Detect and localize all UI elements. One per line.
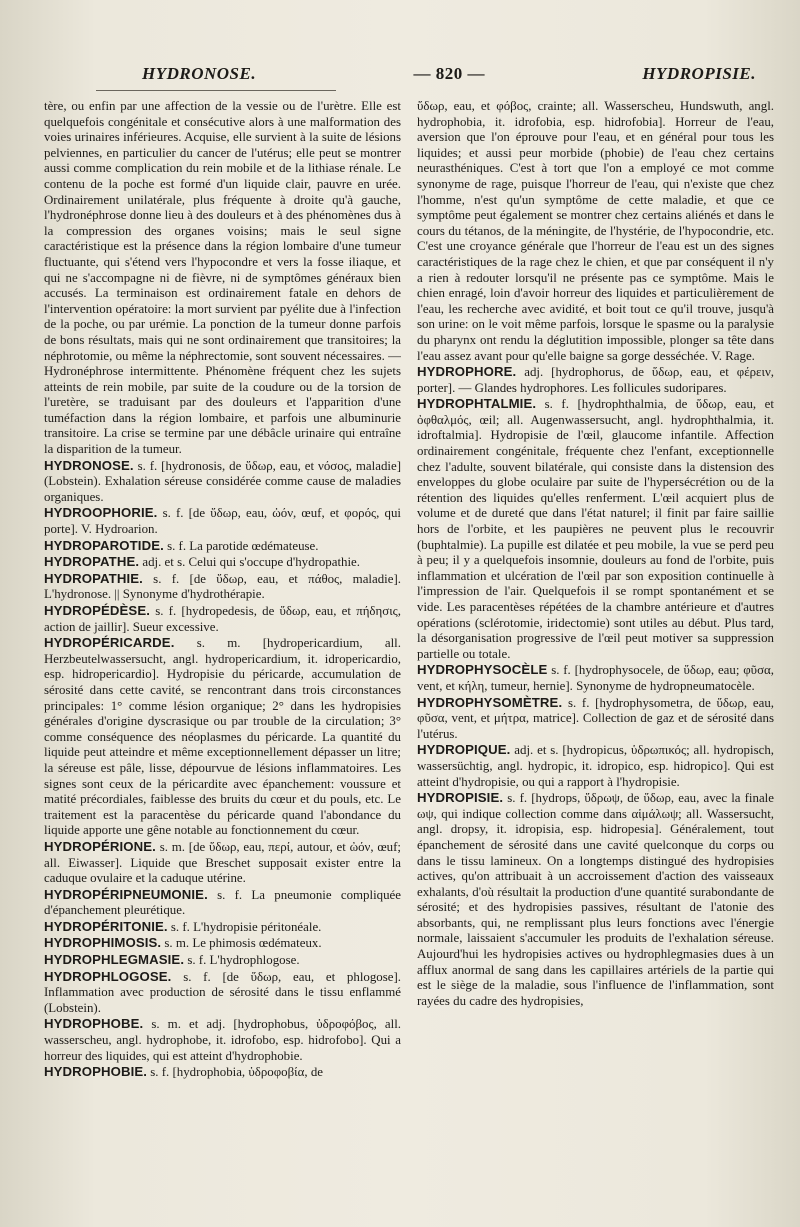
page-number: — 820 — xyxy=(413,64,485,83)
dictionary-entry xyxy=(44,458,401,506)
running-head-right: HYDROPISIE. xyxy=(642,64,756,83)
dictionary-entry xyxy=(417,662,774,694)
entry-text: s. m. Le phimosis œdémateux. xyxy=(161,936,322,951)
entry-headword: HYDROPHOBE. xyxy=(44,1016,144,1032)
entry-text: s. f. La parotide œdémateuse. xyxy=(163,538,319,553)
entry-headword: HYDRONOSE. xyxy=(44,457,134,473)
header-rule xyxy=(96,90,336,91)
entry-continuation xyxy=(417,99,774,364)
entry-text: s. f. [hydropedesis, de ὕδωρ, eau, et πήδησις, action de jaillir]. Sueur excessive. xyxy=(44,604,401,634)
entry-text: s. f. [de ὕδωρ, eau, ὠόν, œuf, et φορός, qui porte]. V. Hydroarion. xyxy=(44,506,401,537)
entry-headword: HYDROPÉRIONE. xyxy=(44,838,156,854)
entry-headword: HYDROPÉRIPNEUMONIE. xyxy=(44,886,208,902)
dictionary-entry xyxy=(417,695,774,743)
entry-headword: HYDROPAROTIDE. xyxy=(44,537,164,553)
entry-headword: HYDROPHLEGMASIE. xyxy=(44,952,185,968)
entry-headword: HYDROPÉRITONIE. xyxy=(44,918,168,934)
entry-text: tère, ou enfin par une affection de la vessie ou de l'urètre. Elle est quelquefois congénitale et consécutive alors à une malformation des voies urinaires inférieures. Acquise, elle survient à la suite de lésions pelviennes, en particulier du cancer de l'utérus; elle peut se montrer aussi comme complication du rein mobile et de la lithiase rénale. Le contenu de la poche est formé d'un liquide clair, pauvre en urée. Ordinairement unilatérale, plus fréquente à droite qu'à gauche, l'hydronéphrose donne lieu à des douleurs et à des phénomènes dus à la compression des organes voisins; mais le seul signe caractéristique est la présence dans la région lombaire d'une tumeur fluctuante, qui s'étend vers l'hypocondre et vers la fosse iliaque, et qui ne s'accompagne ni de fièvre, ni de symptômes généraux bien accusés. La terminaison est ordinairement fatale en dehors de l'intervention opératoire: la mort survient par pyélite due à l'infection de la poche, ou par urémie. La ponction de la tumeur donne parfois de bons résultats, mais qui ne sont ordinairement que transitoires; la néphrotomie, ou même la néphrectomie, sont souvent nécessaires. — Hydronéphrose intermittente. Phénomène fréquent chez les sujets atteints de rein mobile, par suite de la coudure ou de la torsion de l'uretère, se traduisant par des douleurs et l'apparition d'une tuméfaction dans la région lombaire, et parfois une albuminurie transitoire. La crise se termine par une débâcle urinaire qui entraîne la disparition de la tumeur. xyxy=(44,99,401,457)
entry-headword: HYDROPHYSOMÈTRE. xyxy=(417,694,563,710)
entry-text: s. f. L'hydrophlogose. xyxy=(184,953,300,968)
dictionary-entry xyxy=(417,396,774,662)
entry-text: s. m. [hydropericardium, all. Herzbeutelwassersucht, angl. hydropericardium, it. idropericardio, esp. hidropericardio]. Hydropisie du péricarde, accumulation de sérosité dans cette cavité, se rencontrant dans trois circonstances principales: 1° comme lésion organique; 2° dans les hydropisies générales d'origine dyscrasique ou par trouble de la circulation; 3° comme conséquence des néoplasmes du péricarde. La quantité du liquide peut atteindre et même exceptionnellement dépasser un litre; la séreuse est pâle, lisse, dépourvue de lésions inflammatoires. Les signes sont ceux de la péricardite avec épanchement: voussure et matité précordiales, faiblesse des bruits du cœur et du pouls, etc. Le traitement est la paracentèse du péricarde quand l'abondance du liquide apporte une gêne notable au fonctionnement du cœur. xyxy=(44,636,401,838)
running-head-left: HYDRONOSE. xyxy=(142,64,257,83)
entry-text: s. f. [hydrophthalmia, de ὕδωρ, eau, et ὀφθαλμός, œil; all. Augenwassersucht, angl. hydrophthalmia, it. idroftalmia]. Hydropisie de l'œil, glaucome infantile. Affection ordinairement congénitale, fréquente chez l'enfant, exceptionnelle chez l'adulte, souvent bilatérale, qui consiste dans la distension des enveloppes du globe oculaire par suite de l'hypersécrétion ou de la rétention des liquides qu'elles renferment. L'œil acquiert plus de volume et de dureté que dans l'état naturel; il finit par faire saillie hors de l'orbite, et les paupières ne peuvent plus le recouvrir (buphtalmie). La pupille est dilatée et peu mobile, la vue se perd peu à peu; il y a quelquefois insomnie, douleurs au fond de l'orbite, puis inflammation et ulcération de l'œil par son exposition continuelle à l'impression de l'air. Quelquefois il se rompt spontanément et se vide. Les paracentèses répétées de la chambre antérieure et d'autres opérations (sclérotomie, iridectomie) sont utiles au début. Plus tard, la désorganisation progressive de l'œil peut motiver sa suppression partielle ou totale. xyxy=(417,397,774,661)
dictionary-entry xyxy=(417,742,774,790)
entry-text: s. f. [hydrophysocele, de ὕδωρ, eau; φῦσα, vent, et κήλη, tumeur, hernie]. Synonyme de hydropneumatocèle. xyxy=(417,663,774,693)
entry-headword: HYDROPATHE. xyxy=(44,554,140,570)
entry-headword: HYDROPISIE. xyxy=(417,790,504,806)
dictionary-entry xyxy=(44,571,401,603)
entry-headword: HYDROPÉRICARDE. xyxy=(44,635,175,651)
dictionary-entry xyxy=(44,839,401,887)
dictionary-entry xyxy=(44,635,401,839)
entry-text: s. f. [hydrophobia, ὑδροφοβία, de xyxy=(147,1065,323,1080)
entry-text: s. f. [de ὕδωρ, eau, et πάθος, maladie]. L'hydronose. || Synonyme d'hydrothérapie. xyxy=(44,571,401,602)
page-header xyxy=(44,64,774,84)
entry-text: ὕδωρ, eau, et φόβος, crainte; all. Wasserscheu, Hundswuth, angl. hydrophobia, it. idrofobia, esp. hidrofobia]. Horreur de l'eau, aversion que l'on éprouve pour l'eau, et en général pour tous les liquides; et aussi peur morbide (phobie) de l'eau chez certains neurasthéniques. C'est à tort que l'on a employé ce mot comme synonyme de rage, puisque l'horreur de l'eau, qui n'existe que chez l'homme, n'est qu'un symptôme de cette maladie, et que ce symptôme peut également se montrer chez certains aliénés et dans le cours du tétanos, de la méningite, de l'hystérie, de l'hypocondrie, etc. C'est une croyance générale que l'horreur de l'eau est un des signes caractéristiques de la rage chez le chien, et que par conséquent il n'y a rien à redouter lorsqu'il ne présente pas ce symptôme. Mais le chien enragé, loin d'avoir horreur des liquides et particulièrement de l'eau, les recherche avec avidité, et boit tout ce qu'il trouve, jusqu'à son urine: on le voit même parfois, lorsque le spasme ou la paralysie du pharynx ont rendu la déglutition impossible, plonger sa tête dans l'eau assez avant pour qu'elle baigne sa gorge desséchée. V. Rage. xyxy=(417,99,774,363)
dictionary-entry xyxy=(44,969,401,1017)
right-column xyxy=(417,99,774,1219)
dictionary-entry xyxy=(44,919,401,936)
dictionary-entry xyxy=(44,952,401,969)
entry-text: adj. et s. [hydropicus, ὑδρωπικός; all. hydropisch, wassersüchtig, angl. hydropic, it. idropico, esp. hidropico]. Qui est atteint d'hydropisie, ou qui a rapport à l'hydropisie. xyxy=(417,743,774,789)
entry-continuation xyxy=(44,99,401,458)
entry-text: s. m. et adj. [hydrophobus, ὑδροφόβος, all. wasserscheu, angl. hydrophobe, it. idrofobo, esp. hidrofobo]. Qui a horreur des liquides, qui est atteint d'hydrophobie. xyxy=(44,1017,401,1063)
dictionary-entry xyxy=(44,887,401,919)
dictionary-entry xyxy=(417,364,774,396)
entry-text: adj. [hydrophorus, de ὕδωρ, eau, et φέρειν, porter]. — Glandes hydrophores. Les follicules sudoripares. xyxy=(417,365,774,395)
entry-headword: HYDROPHYSOCÈLE xyxy=(417,662,548,678)
text-columns xyxy=(44,99,774,1219)
entry-text: s. m. [de ὕδωρ, eau, περί, autour, et ὠόν, œuf; all. Eiwasser]. Liquide que Breschet supposait exister entre la caduque ovulaire et la caduque utérine. xyxy=(44,839,401,886)
entry-headword: HYDROPHIMOSIS. xyxy=(44,935,162,951)
entry-text: s. f. [hydrops, ὕδρωψ, de ὕδωρ, eau, avec la finale ωψ, qui indique collection comme dans αἱμάλωψ; all. Wassersucht, angl. dropsy, it. idropisia, esp. hidropesia]. Généralement, tout épanchement de sérosité dans une cavité quelconque du corps ou dans le tissu lamineux. On a longtemps distingué des hydropisies actives, qu'on attribuait à un accroissement d'action des vaisseaux exhalants, d'où résultait la production d'une quantité surabondante de sérosité; et des hydropisies passives, résultant de l'atonie des absorbants, qui, ne remplissant plus leurs fonctions avec l'énergie normale, laissaient s'accumuler les produits de l'exhalation séreuse. Aujourd'hui les hydropisies actives ou hydrophlegmasies dues à un afflux anormal de sang dans les capillaires artériels de la partie qui est le siège de la maladie, sous l'influence de l'inflammation, sont rayées du cadre des hydropisies, xyxy=(417,791,774,1008)
entry-headword: HYDROPÉDÈSE. xyxy=(44,603,150,618)
entry-headword: HYDROPHORE. xyxy=(417,364,517,380)
entry-headword: HYDROPHOBIE. xyxy=(44,1064,148,1080)
entry-text: s. f. L'hydropisie péritonéale. xyxy=(167,919,322,934)
entry-headword: HYDROPHLOGOSE. xyxy=(44,968,172,984)
left-column xyxy=(44,99,401,1219)
entry-text: s. f. [de ὕδωρ, eau, et phlogose]. Inflammation avec production de sérosité dans le tissu enflammé (Lobstein). xyxy=(44,969,401,1015)
entry-headword: HYDROOPHORIE. xyxy=(44,505,158,521)
dictionary-entry xyxy=(44,538,401,555)
entry-text: s. f. [hydronosis, de ὕδωρ, eau, et νόσος, maladie] (Lobstein). Exhalation séreuse considérée comme cause de maladies organiques. xyxy=(44,458,401,504)
entry-headword: HYDROPIQUE. xyxy=(417,742,511,758)
dictionary-entry xyxy=(44,1064,401,1081)
dictionary-entry xyxy=(44,935,401,952)
dictionary-entry xyxy=(417,790,774,1009)
dictionary-entry xyxy=(44,603,401,635)
entry-headword: HYDROPATHIE. xyxy=(44,570,143,586)
entry-headword: HYDROPHTALMIE. xyxy=(417,396,537,412)
entry-text: s. f. [hydrophysometra, de ὕδωρ, eau, φῦσα, vent, et μήτρα, matrice]. Collection de gaz et de sérosité dans l'utérus. xyxy=(417,695,774,741)
entry-text: adj. et s. Celui qui s'occupe d'hydropathie. xyxy=(139,555,360,570)
entry-text: s. f. La pneumonie compliquée d'épanchement pleurétique. xyxy=(44,887,401,918)
dictionary-entry xyxy=(44,554,401,571)
dictionary-entry xyxy=(44,505,401,537)
dictionary-entry xyxy=(44,1016,401,1064)
